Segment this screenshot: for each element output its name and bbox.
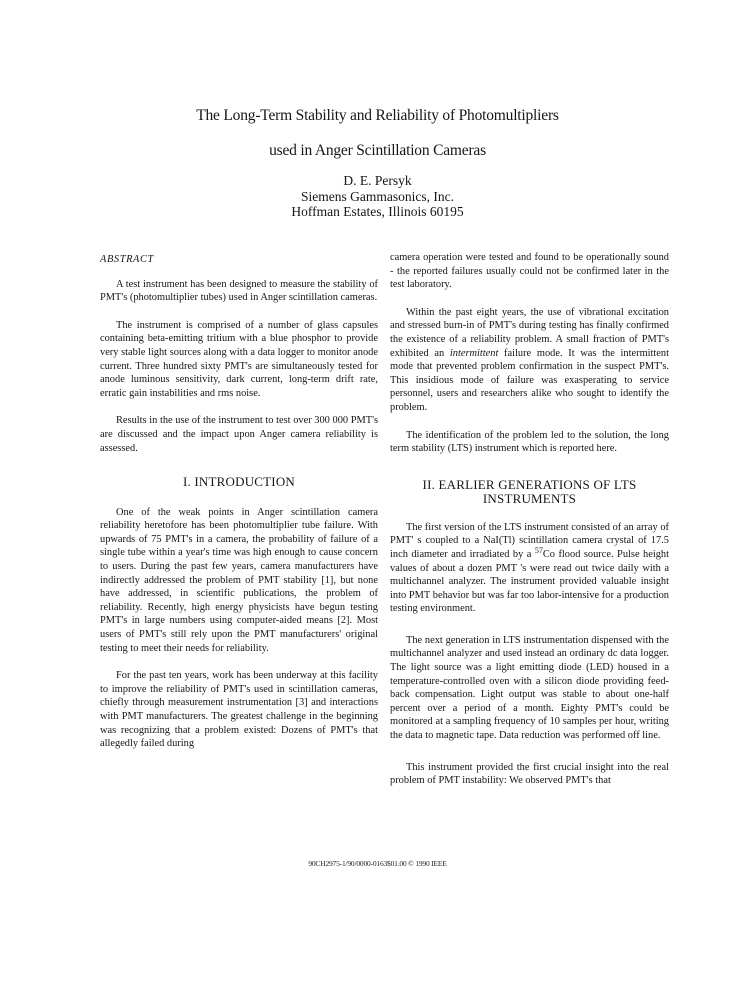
copyright-footer: 90CH2975-1/90/0000-0163$01.00 © 1990 IEEE bbox=[308, 859, 447, 868]
abstract-heading: ABSTRACT bbox=[100, 254, 154, 265]
body-paragraph bbox=[390, 306, 669, 415]
body-paragraph: For the past ten years, work has been underway at this facility to improve the reliability of PMT's used in scintillation cameras, chiefly through measurement instrumentation [3] and interactions with PMT manufacturers. The greatest challenge in the beginning was recognizing that a problem existed: Dozens of PMT's that allegedly failed during bbox=[100, 670, 378, 750]
body-paragraph-continued: camera operation were tested and found to be operationally sound - the reported failures usually could not be confirmed later in the test laboratory. bbox=[390, 252, 669, 291]
body-paragraph: The identification of the problem led to the solution, the long term stability (LTS) instrument which is reported here. bbox=[390, 429, 669, 455]
paper-title-line-2: used in Anger Scintillation Cameras bbox=[269, 142, 486, 159]
section-heading-line: II. EARLIER GENERATIONS OF LTS bbox=[422, 476, 637, 492]
superscript: 57 bbox=[534, 545, 543, 555]
paper-title-line-1: The Long-Term Stability and Reliability of Photomultipliers bbox=[196, 107, 559, 124]
left-column bbox=[100, 253, 378, 751]
body-paragraph bbox=[390, 521, 669, 616]
body-paragraph: The next generation in LTS instrumentation dispensed with the multichannel analyzer and used instead an ordinary dc data logger. The light source was a light emitting diode (LED) housed in a temperature-controlled oven with a silicon diode providing feed-back compensation. Light output was stable to about one-half percent over a period of a month. Eighty PMT's could be monitored at a sampling frequency of 10 samples per hour, writing the data to magnetic tape. Data reduction was performed off line. bbox=[390, 634, 669, 742]
abstract-paragraph: A test instrument has been designed to measure the stability of PMT's (photomultiplier tubes) used in Anger scintillation cameras. bbox=[100, 278, 378, 304]
abstract-paragraph: The instrument is comprised of a number of glass capsules containing beta-emitting tritium with a blue phosphor to provide very stable light sources along with a data logger to monitor anode current. Three hundred sixty PMT's are simultaneously tested for anode luminous sensitivity, dark current, long-term drift rate, erratic gain instabilities and rms noise. bbox=[100, 319, 378, 399]
body-paragraph: One of the weak points in Anger scintillation camera reliability heretofore has been photomultiplier tube failure. With upwards of 75 PMT's in a camera, the probability of failure of a single tube within a year's time was high enough to cause concern to users. During the past few years, camera manufacturers have indirectly addressed the problem of PMT stability [1], but none have addressed, in scientific publications, the problem of reliability. Recently, high energy physicists have begun testing PMT's in large numbers using computer-aided means [2]. Most users of PMT's still rely upon the PMT manufacturers' original testing to meet their needs for reliability. bbox=[100, 506, 378, 654]
body-paragraph: This instrument provided the first crucial insight into the real problem of PMT instability: We observed PMT's that bbox=[390, 761, 669, 787]
right-column bbox=[390, 251, 669, 788]
section-heading-earlier-generations bbox=[390, 478, 669, 507]
section-heading-line: INSTRUMENTS bbox=[482, 491, 577, 507]
text-run: The first version of the LTS instrument consisted of an array of PMT' s coupled to a NaI(Tl) scintillation camera crystal of 17.5 inch diameter and irradiated by a bbox=[390, 521, 669, 560]
abstract-paragraph: Results in the use of the instrument to test over 300 000 PMT's are discussed and the impact upon Anger camera reliability is assessed. bbox=[100, 415, 378, 454]
text-run: failure mode. It was the intermittent mode that prevented problem confirmation in the suspect PMT's. This insidious mode of failure was exasperating to service personnel, users and researchers alike who sought to identify the problem. bbox=[390, 347, 670, 413]
author-name: D. E. Persyk bbox=[343, 173, 412, 188]
author-affiliation: Siemens Gammasonics, Inc. bbox=[301, 189, 454, 204]
author-address: Hoffman Estates, Illinois 60195 bbox=[291, 204, 464, 219]
text-run: Co flood source. Pulse height values of about a dozen PMT 's were read out twice daily with a multichannel analyzer. The instrument provided valuable insight into PMT behavior but was far too labor-intensive for a production testing environment. bbox=[390, 548, 669, 615]
emphasis-text: intermittent bbox=[449, 347, 499, 359]
text-run: Within the past eight years, the use of vibrational excitation and stressed burn-in of PMT's during testing has finally confirmed the existence of a reliability problem. A small fraction of PMT's exhibited an bbox=[390, 306, 669, 359]
section-heading-introduction: I. INTRODUCTION bbox=[182, 474, 296, 490]
